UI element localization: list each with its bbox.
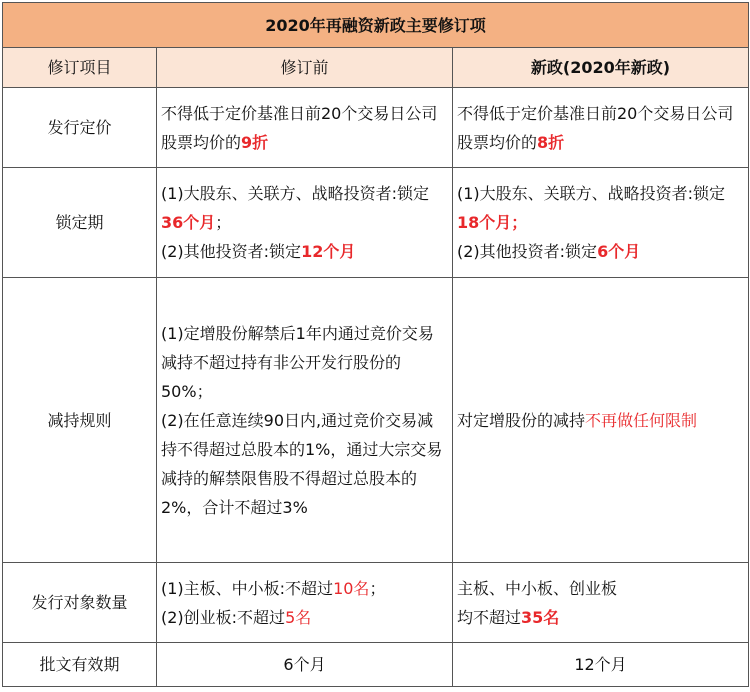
table-row [3,563,749,643]
header-item: 修订项目 [3,48,157,88]
cell-after [453,88,749,168]
table-row [3,278,749,563]
row-label: 发行对象数量 [3,563,157,643]
row-label: 批文有效期 [3,643,157,687]
row-label: 发行定价 [3,88,157,168]
cell-text: (2)创业板:不超过 [161,607,286,627]
cell-before [157,278,453,563]
cell-text: (2)其他投资者:锁定 [457,242,598,261]
cell-text: (2)在任意连续90日内,通过竞价交易减持不得超过总股本的1%，通过大宗交易减持的解禁限售股不得超过总股本的2%，合计不超过3% [161,410,443,517]
cell-after [453,563,749,643]
cell-before [157,643,453,687]
cell-after [453,278,749,563]
highlight-text: 35名 [521,607,560,627]
header-after: 新政(2020年新政) [453,48,749,88]
cell-text: (1)大股东、关联方、战略投资者:锁定 [161,184,430,203]
header-row [3,48,749,88]
cell-before [157,563,453,643]
highlight-text: 18个月； [457,213,528,232]
highlight-text: 10名 [333,578,370,598]
highlight-text: 5名 [285,607,312,627]
cell-text: 对定增股份的减持 [457,410,586,430]
highlight-text: 8折 [537,132,565,152]
cell-text: (1)定增股份解禁后1年内通过竞价交易减持不超过持有非公开发行股份的50%； [161,323,434,401]
cell-text: 6个月 [283,655,326,674]
cell-text: 均不超过 [457,607,522,627]
row-label: 锁定期 [3,168,157,278]
highlight-text: 不再做任何限制 [585,410,698,430]
cell-text: 不得低于定价基准日前20个交易日公司股票均价的 [161,103,438,152]
cell-text: 主板、中小板、创业板 [457,578,618,598]
table-title: 2020年再融资新政主要修订项 [3,3,749,48]
table-row [3,643,749,687]
cell-text: (1)主板、中小板:不超过 [161,578,334,598]
cell-text: 不得低于定价基准日前20个交易日公司股票均价的 [457,103,734,152]
cell-after [453,168,749,278]
header-before: 修订前 [157,48,453,88]
highlight-text: 36个月 [161,213,216,232]
highlight-text: 6个月 [597,242,641,261]
cell-text: (1)大股东、关联方、战略投资者:锁定 [457,184,726,203]
cell-before [157,88,453,168]
cell-text: ； [215,213,232,232]
highlight-text: 12个月 [301,242,356,261]
cell-before [157,168,453,278]
cell-text: ； [369,578,386,598]
table-row [3,168,749,278]
cell-text: (2)其他投资者:锁定 [161,242,302,261]
table-row [3,88,749,168]
cell-after [453,643,749,687]
highlight-text: 9折 [241,132,269,152]
row-label: 减持规则 [3,278,157,563]
revision-table [2,2,749,687]
cell-text: 12个月 [574,655,627,674]
title-row [3,3,749,48]
